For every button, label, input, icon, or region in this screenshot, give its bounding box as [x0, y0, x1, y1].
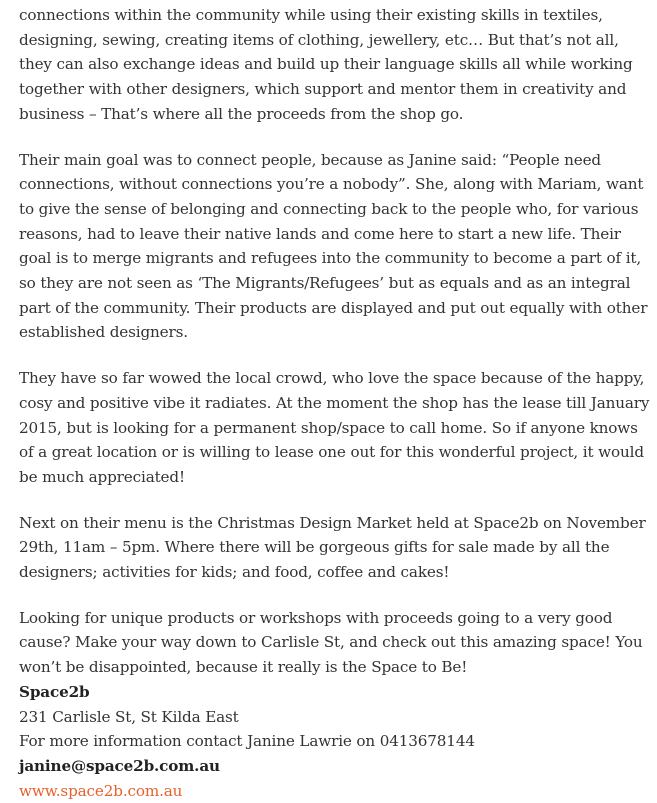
contact-email: janine@space2b.com.au	[19, 756, 220, 775]
paragraph-main-goal: Their main goal was to connect people, because as Janine said: “People need connections, without connections you’re a nobody”. She, along with Mariam, want to give the sense of belonging and connecting back to the people who, for various reasons, had to leave their native lands and come here to start a new life. Their goal is to merge migrants and refugees into the community to become a part of it, so they are not seen as ‘The Migrants/Refugees’ but as equals and as an integral part of the community. Their products are displayed and put out equally with other established designers.	[19, 150, 648, 342]
paragraph-christmas-market: Next on their menu is the Christmas Design Market held at Space2b on November 29th, 11am – 5pm. Where there will be gorgeous gifts for sale made by all the designers; activities for kids; and food, coffee and cakes!	[19, 513, 646, 582]
paragraph-local-crowd: They have so far wowed the local crowd, who love the space because of the happy, cosy and positive vibe it radiates. At the moment the shop has the lease till January 2015, but is looking for a permanent shop/space to call home. So if anyone knows of a great location or is willing to lease one out for this wonderful project, it would be much appreciated!	[19, 369, 650, 486]
contact-block	[19, 680, 651, 803]
paragraph-call-to-action: Looking for unique products or workshops with proceeds going to a very good cause? Make your way down to Carlisle St, and check out this amazing space! You won’t be disappointed, because it really is the Space to Be!	[19, 608, 643, 677]
contact-info: For more information contact Janine Lawrie on 0413678144	[19, 732, 475, 751]
website-link[interactable]: www.space2b.com.au	[19, 781, 183, 800]
paragraph-community-skills: connections within the community while using their existing skills in textiles, designing, sewing, creating items of clothing, jewellery, etc… But that’s not all, they can also exchange ideas and build up their language skills all while working together with other designers, which support and mentor them in creativity and business – That’s where all the proceeds from the shop go.	[19, 6, 633, 123]
article-body	[19, 3, 651, 803]
contact-name: Space2b	[19, 682, 90, 701]
contact-address: 231 Carlisle St, St Kilda East	[19, 707, 239, 726]
